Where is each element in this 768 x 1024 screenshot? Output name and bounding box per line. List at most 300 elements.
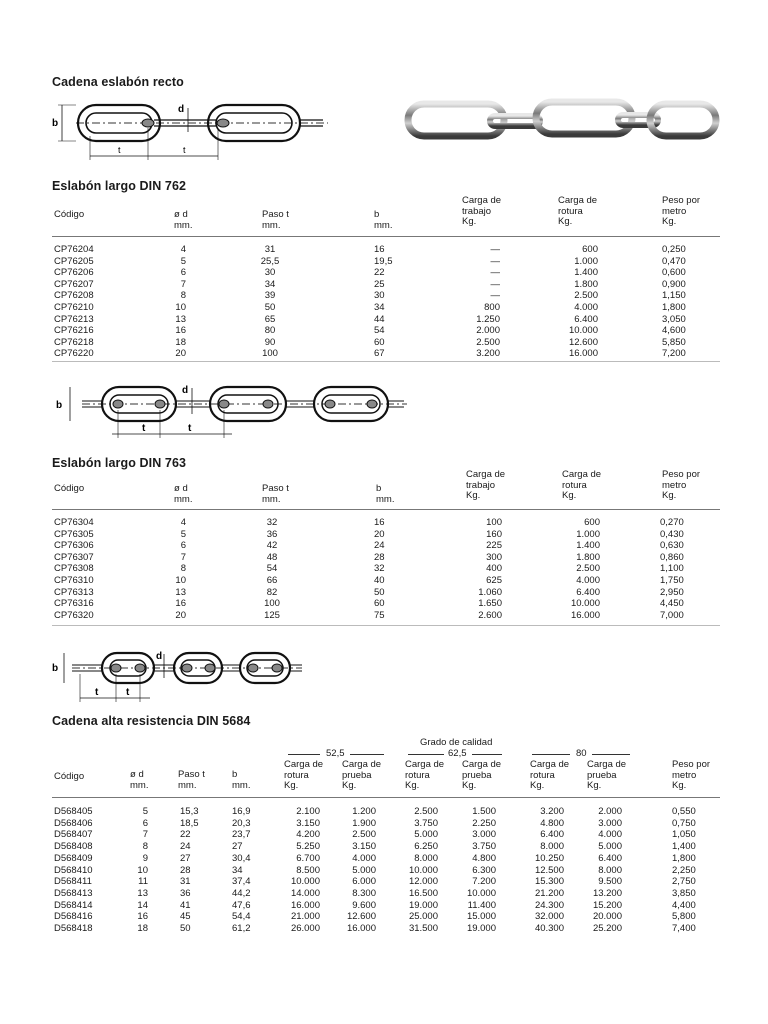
cell-carga-trabajo: 2.500 bbox=[476, 336, 500, 348]
cell-carga-rotura-62: 16.500 bbox=[408, 887, 438, 899]
chain-photo bbox=[402, 96, 722, 146]
cell-b: 34 bbox=[232, 864, 243, 876]
cell-carga-prueba-62: 1.500 bbox=[472, 806, 496, 817]
table-row bbox=[52, 279, 724, 291]
dim-b-label: b bbox=[52, 663, 59, 674]
cell-peso: 1,050 bbox=[672, 829, 696, 841]
cell-carga-prueba-52: 1.200 bbox=[352, 806, 376, 817]
cell-carga-prueba-52: 1.900 bbox=[352, 817, 376, 829]
cell-peso: 0,750 bbox=[672, 817, 696, 829]
cell-b: 22 bbox=[374, 267, 385, 279]
header-peso: Peso por metro Kg. bbox=[662, 195, 701, 227]
table-row bbox=[52, 865, 724, 877]
cell-carga-rotura-52: 6.700 bbox=[296, 852, 320, 864]
cell-carga-trabajo: 3.200 bbox=[476, 348, 500, 360]
header-carga-prueba-52: Carga de prueba Kg. bbox=[342, 759, 382, 791]
cell-b: 60 bbox=[374, 336, 385, 348]
cell-codigo: D568407 bbox=[54, 829, 93, 841]
cell-carga-rotura: 1.000 bbox=[574, 255, 598, 267]
cell-carga-trabajo: 160 bbox=[486, 528, 502, 540]
cell-codigo: D568409 bbox=[54, 852, 93, 864]
cell-carga-rotura-62: 19.000 bbox=[408, 899, 438, 911]
cell-peso: 3,050 bbox=[662, 313, 686, 325]
cell-b: 47,6 bbox=[232, 899, 251, 911]
table-row bbox=[52, 923, 724, 935]
cell-carga-trabajo: 2.600 bbox=[478, 609, 502, 621]
cell-codigo: CP76220 bbox=[54, 348, 94, 360]
header-codigo: Código bbox=[54, 483, 85, 494]
cell-carga-trabajo: 1.650 bbox=[478, 598, 502, 610]
cell-carga-rotura: 6.400 bbox=[576, 586, 600, 598]
cell-diametro: 18 bbox=[175, 336, 186, 348]
cell-carga-prueba-62: 4.800 bbox=[472, 852, 496, 864]
cell-paso: 100 bbox=[262, 348, 278, 360]
cell-carga-rotura-80: 21.200 bbox=[534, 887, 564, 899]
cell-carga-rotura-62: 8.000 bbox=[414, 852, 438, 864]
grade-rule-left bbox=[532, 754, 570, 755]
cell-carga-prueba-62: 11.400 bbox=[467, 899, 496, 911]
cell-codigo: CP76207 bbox=[54, 278, 94, 290]
cell-carga-rotura-80: 10.250 bbox=[534, 852, 564, 864]
cell-carga-rotura-52: 14.000 bbox=[290, 887, 320, 899]
cell-carga-rotura-80: 12.500 bbox=[534, 864, 564, 876]
cell-carga-rotura: 600 bbox=[582, 244, 598, 255]
cell-carga-prueba-52: 8.300 bbox=[352, 887, 376, 899]
cell-carga-rotura-80: 15.300 bbox=[534, 876, 564, 888]
group-title-grado: Grado de calidad bbox=[420, 737, 493, 748]
table-row bbox=[52, 598, 724, 610]
cell-carga-rotura-80: 8.000 bbox=[540, 841, 564, 853]
header-carga-rotura: Carga de rotura Kg. bbox=[562, 469, 602, 501]
table-row bbox=[52, 325, 724, 337]
cell-carga-rotura: 1.000 bbox=[576, 528, 600, 540]
cell-paso: 24 bbox=[180, 841, 191, 853]
cell-peso: 2,250 bbox=[672, 864, 696, 876]
header-diametro: ø d mm. bbox=[174, 209, 193, 231]
cell-diametro: 10 bbox=[137, 864, 148, 876]
cell-diametro: 4 bbox=[180, 244, 186, 255]
cell-codigo: CP76308 bbox=[54, 563, 94, 575]
dim-t1-label: t bbox=[142, 423, 146, 434]
cell-carga-trabajo: 300 bbox=[486, 551, 502, 563]
table-row bbox=[52, 563, 724, 575]
cell-codigo: D568408 bbox=[54, 841, 93, 853]
cell-b: 19,5 bbox=[374, 255, 393, 267]
header-paso: Paso t mm. bbox=[262, 483, 289, 505]
cell-b: 16,9 bbox=[232, 806, 251, 817]
dim-b-label: b bbox=[56, 400, 63, 411]
cell-peso: 5,850 bbox=[662, 336, 686, 348]
cell-carga-rotura: 16.000 bbox=[568, 348, 598, 360]
cell-diametro: 20 bbox=[175, 609, 186, 621]
cell-codigo: CP76313 bbox=[54, 586, 94, 598]
dim-t1-label: t bbox=[118, 145, 121, 155]
table-din5684 bbox=[52, 806, 724, 936]
cell-peso: 1,750 bbox=[660, 575, 684, 586]
table-row bbox=[52, 841, 724, 853]
cell-codigo: CP76206 bbox=[54, 267, 94, 279]
cell-carga-rotura-52: 5.250 bbox=[296, 841, 320, 853]
cell-carga-prueba-62: 2.250 bbox=[472, 817, 496, 829]
grade-62-5: 62,5 bbox=[448, 748, 467, 759]
cell-carga-rotura: 10.000 bbox=[568, 325, 598, 337]
cell-paso: 125 bbox=[264, 609, 280, 621]
dim-d-label: d bbox=[178, 104, 185, 115]
cell-carga-rotura-52: 3.150 bbox=[296, 817, 320, 829]
cell-peso: 0,600 bbox=[662, 267, 686, 279]
cell-b: 40 bbox=[374, 575, 385, 586]
cell-carga-prueba-52: 4.000 bbox=[352, 852, 376, 864]
cell-b: 28 bbox=[374, 551, 385, 563]
table-row bbox=[52, 853, 724, 865]
cell-b: 24 bbox=[374, 540, 385, 552]
cell-diametro: 5 bbox=[142, 806, 148, 817]
cell-paso: 30 bbox=[264, 267, 276, 279]
header-rule-din762 bbox=[52, 236, 720, 237]
cell-b: 25 bbox=[374, 278, 385, 290]
dim-d-label: d bbox=[156, 651, 163, 662]
cell-codigo: D568418 bbox=[54, 923, 93, 934]
cell-paso: 45 bbox=[180, 911, 191, 923]
cell-carga-rotura: 1.800 bbox=[576, 551, 600, 563]
table-row bbox=[52, 575, 724, 587]
cell-paso: 39 bbox=[264, 290, 276, 302]
table-row bbox=[52, 302, 724, 314]
cell-carga-rotura-62: 5.000 bbox=[414, 829, 438, 841]
cell-paso: 54 bbox=[266, 563, 278, 575]
cell-carga-rotura: 16.000 bbox=[570, 609, 600, 621]
cell-diametro: 7 bbox=[142, 829, 148, 841]
cell-carga-rotura-52: 21.000 bbox=[290, 911, 320, 923]
cell-codigo: CP76305 bbox=[54, 528, 94, 540]
cell-diametro: 13 bbox=[175, 586, 186, 598]
cell-paso: 27 bbox=[180, 852, 191, 864]
cell-carga-prueba-62: 15.000 bbox=[466, 911, 496, 923]
header-carga-rotura-52: Carga de rotura Kg. bbox=[284, 759, 324, 791]
cell-paso: 41 bbox=[180, 899, 191, 911]
cell-diametro: 13 bbox=[175, 313, 186, 325]
cell-codigo: CP76306 bbox=[54, 540, 94, 552]
cell-carga-prueba-52: 3.150 bbox=[352, 841, 376, 853]
cell-diametro: 13 bbox=[137, 887, 148, 899]
cell-diametro: 14 bbox=[137, 899, 148, 911]
footer-rule-din762 bbox=[52, 361, 720, 362]
cell-b: 50 bbox=[374, 586, 385, 598]
cell-carga-prueba-80: 2.000 bbox=[598, 806, 622, 817]
cell-codigo: CP76307 bbox=[54, 551, 94, 563]
table-row bbox=[52, 610, 724, 622]
cell-codigo: D568406 bbox=[54, 817, 93, 829]
cell-peso: 2,750 bbox=[672, 876, 696, 888]
grade-52-5: 52,5 bbox=[326, 748, 345, 759]
cell-b: 32 bbox=[374, 563, 385, 575]
cell-codigo: D568413 bbox=[54, 887, 93, 899]
cell-diametro: 7 bbox=[180, 278, 186, 290]
table-header-din5684 bbox=[52, 760, 724, 798]
cell-peso: 7,400 bbox=[672, 923, 696, 934]
cell-carga-prueba-52: 9.600 bbox=[352, 899, 376, 911]
cell-carga-trabajo: 400 bbox=[486, 563, 502, 575]
chain-diagram-din763 bbox=[50, 648, 310, 704]
table-row bbox=[52, 806, 724, 818]
header-codigo: Código bbox=[54, 771, 85, 782]
cell-peso: 1,100 bbox=[660, 563, 684, 575]
cell-paso: 22 bbox=[180, 829, 191, 841]
cell-carga-prueba-80: 13.200 bbox=[592, 887, 622, 899]
table-row bbox=[52, 517, 724, 529]
chain-diagram-recto bbox=[48, 98, 338, 166]
cell-peso: 4,450 bbox=[660, 598, 684, 610]
cell-carga-trabajo: — bbox=[490, 255, 500, 267]
header-paso: Paso t mm. bbox=[262, 209, 289, 231]
cell-carga-prueba-80: 8.000 bbox=[598, 864, 622, 876]
cell-codigo: CP76205 bbox=[54, 255, 94, 267]
cell-diametro: 10 bbox=[175, 575, 186, 586]
cell-diametro: 8 bbox=[180, 290, 186, 302]
cell-carga-rotura-52: 2.100 bbox=[296, 806, 320, 817]
cell-carga-rotura-80: 40.300 bbox=[534, 923, 564, 934]
cell-paso: 90 bbox=[264, 336, 276, 348]
table-row bbox=[52, 587, 724, 599]
cell-codigo: CP76210 bbox=[54, 302, 94, 313]
cell-peso: 7,000 bbox=[660, 609, 684, 621]
header-carga-trabajo: Carga de trabajo Kg. bbox=[466, 469, 506, 501]
cell-peso: 1,800 bbox=[662, 302, 686, 313]
table-row bbox=[52, 314, 724, 326]
cell-peso: 5,800 bbox=[672, 911, 696, 923]
grade-rule-right bbox=[350, 754, 384, 755]
cell-carga-rotura-62: 10.000 bbox=[408, 864, 438, 876]
cell-b: 60 bbox=[374, 598, 385, 610]
cell-codigo: D568416 bbox=[54, 911, 93, 923]
cell-paso: 25,5 bbox=[260, 255, 280, 267]
cell-codigo: D568411 bbox=[54, 876, 92, 888]
cell-carga-prueba-80: 15.200 bbox=[592, 899, 622, 911]
cell-carga-rotura-62: 31.500 bbox=[408, 923, 438, 934]
table-row bbox=[52, 552, 724, 564]
cell-carga-rotura: 12.600 bbox=[568, 336, 598, 348]
dim-t1-label: t bbox=[95, 687, 99, 698]
cell-carga-rotura-52: 16.000 bbox=[290, 899, 320, 911]
header-carga-trabajo: Carga de trabajo Kg. bbox=[462, 195, 502, 227]
cell-diametro: 10 bbox=[175, 302, 186, 313]
table-row bbox=[52, 818, 724, 830]
cell-carga-prueba-52: 6.000 bbox=[352, 876, 376, 888]
cell-paso: 32 bbox=[266, 517, 278, 528]
cell-carga-rotura-52: 10.000 bbox=[290, 876, 320, 888]
header-b: b mm. bbox=[374, 209, 393, 231]
cell-codigo: D568410 bbox=[54, 864, 93, 876]
cell-carga-prueba-52: 12.600 bbox=[346, 911, 376, 923]
cell-peso: 0,470 bbox=[662, 255, 686, 267]
cell-carga-trabajo: 800 bbox=[484, 302, 500, 313]
cell-carga-trabajo: 625 bbox=[486, 575, 502, 586]
cell-peso: 0,430 bbox=[660, 528, 684, 540]
cell-paso: 15,3 bbox=[180, 806, 199, 817]
cell-carga-rotura: 2.500 bbox=[576, 563, 600, 575]
grade-rule-right bbox=[592, 754, 630, 755]
cell-b: 30 bbox=[374, 290, 385, 302]
header-b: b mm. bbox=[376, 483, 395, 505]
cell-diametro: 20 bbox=[175, 348, 186, 360]
cell-codigo: D568414 bbox=[54, 899, 93, 911]
cell-b: 16 bbox=[374, 244, 385, 255]
header-peso: Peso por metro Kg. bbox=[662, 469, 701, 501]
cell-b: 54 bbox=[374, 325, 385, 337]
cell-carga-prueba-80: 9.500 bbox=[598, 876, 622, 888]
cell-diametro: 11 bbox=[138, 876, 148, 888]
cell-codigo: CP76316 bbox=[54, 598, 94, 610]
table-row bbox=[52, 900, 724, 912]
cell-carga-rotura: 600 bbox=[584, 517, 600, 528]
table-row bbox=[52, 290, 724, 302]
cell-carga-rotura: 1.400 bbox=[574, 267, 598, 279]
cell-peso: 4,400 bbox=[672, 899, 696, 911]
cell-diametro: 4 bbox=[180, 517, 186, 528]
cell-codigo: CP76304 bbox=[54, 517, 94, 528]
dim-t2-label: t bbox=[126, 687, 130, 698]
cell-peso: 2,950 bbox=[660, 586, 684, 598]
cell-diametro: 5 bbox=[180, 255, 186, 267]
table-row bbox=[52, 829, 724, 841]
cell-b: 20,3 bbox=[232, 817, 251, 829]
table-header-din763 bbox=[52, 470, 724, 510]
header-codigo: Código bbox=[54, 209, 85, 220]
cell-paso: 80 bbox=[264, 325, 276, 337]
cell-carga-rotura-80: 24.300 bbox=[534, 899, 564, 911]
cell-codigo: D568405 bbox=[54, 806, 93, 817]
cell-diametro: 9 bbox=[142, 852, 148, 864]
cell-codigo: CP76204 bbox=[54, 244, 94, 255]
cell-paso: 50 bbox=[264, 302, 276, 313]
cell-codigo: CP76208 bbox=[54, 290, 94, 302]
header-paso: Paso t mm. bbox=[178, 769, 205, 791]
table-row bbox=[52, 256, 724, 268]
cell-b: 34 bbox=[374, 302, 385, 313]
cell-codigo: CP76216 bbox=[54, 325, 94, 337]
cell-carga-rotura: 6.400 bbox=[574, 313, 598, 325]
table-row bbox=[52, 888, 724, 900]
cell-paso: 34 bbox=[264, 278, 276, 290]
grade-rule-left bbox=[408, 754, 444, 755]
header-rule-din763 bbox=[52, 509, 720, 510]
cell-diametro: 6 bbox=[180, 267, 186, 279]
cell-paso: 50 bbox=[180, 923, 191, 934]
cell-peso: 3,850 bbox=[672, 887, 696, 899]
cell-carga-prueba-80: 6.400 bbox=[598, 852, 622, 864]
grade-rule-right bbox=[472, 754, 502, 755]
cell-b: 23,7 bbox=[232, 829, 251, 841]
cell-diametro: 18 bbox=[137, 923, 148, 934]
cell-carga-rotura-62: 12.000 bbox=[408, 876, 438, 888]
cell-carga-rotura: 2.500 bbox=[574, 290, 598, 302]
cell-carga-trabajo: 2.000 bbox=[476, 325, 500, 337]
table-din762 bbox=[52, 244, 724, 362]
cell-diametro: 8 bbox=[180, 563, 186, 575]
cell-diametro: 8 bbox=[142, 841, 148, 853]
cell-carga-trabajo: 1.250 bbox=[476, 313, 500, 325]
header-carga-rotura: Carga de rotura Kg. bbox=[558, 195, 598, 227]
cell-carga-rotura-52: 4.200 bbox=[296, 829, 320, 841]
cell-paso: 28 bbox=[180, 864, 191, 876]
header-rule-din5684 bbox=[52, 797, 720, 798]
cell-b: 67 bbox=[374, 348, 385, 360]
footer-rule-din763 bbox=[52, 625, 720, 626]
section-title-din5684: Cadena alta resistencia DIN 5684 bbox=[52, 714, 251, 728]
cell-codigo: CP76213 bbox=[54, 313, 94, 325]
cell-carga-rotura-80: 4.800 bbox=[540, 817, 564, 829]
cell-carga-rotura-62: 25.000 bbox=[408, 911, 438, 923]
cell-paso: 82 bbox=[266, 586, 278, 598]
section-title-din762: Eslabón largo DIN 762 bbox=[52, 179, 187, 193]
cell-codigo: CP76310 bbox=[54, 575, 94, 586]
table-din763 bbox=[52, 517, 724, 623]
cell-carga-rotura-62: 3.750 bbox=[414, 817, 438, 829]
cell-carga-prueba-80: 4.000 bbox=[598, 829, 622, 841]
cell-b: 54,4 bbox=[232, 911, 251, 923]
cell-carga-trabajo: — bbox=[490, 278, 500, 290]
cell-codigo: CP76320 bbox=[54, 609, 94, 621]
chain-diagram-din762 bbox=[52, 384, 412, 440]
cell-carga-prueba-62: 3.000 bbox=[472, 829, 496, 841]
cell-paso: 42 bbox=[266, 540, 278, 552]
cell-b: 30,4 bbox=[232, 852, 251, 864]
cell-paso: 100 bbox=[264, 598, 280, 610]
dim-d-label: d bbox=[182, 385, 189, 396]
cell-peso: 7,200 bbox=[662, 348, 686, 360]
table-row bbox=[52, 540, 724, 552]
header-b: b mm. bbox=[232, 769, 251, 791]
grade-80: 80 bbox=[576, 748, 587, 759]
header-carga-prueba-80: Carga de prueba Kg. bbox=[587, 759, 627, 791]
cell-carga-rotura-80: 32.000 bbox=[534, 911, 564, 923]
table-row bbox=[52, 337, 724, 349]
cell-b: 75 bbox=[374, 609, 385, 621]
section-title-recto: Cadena eslabón recto bbox=[52, 75, 184, 89]
cell-peso: 4,600 bbox=[662, 325, 686, 337]
cell-carga-rotura: 10.000 bbox=[570, 598, 600, 610]
table-row bbox=[52, 348, 724, 360]
cell-carga-prueba-62: 6.300 bbox=[472, 864, 496, 876]
cell-carga-rotura-52: 8.500 bbox=[296, 864, 320, 876]
cell-carga-rotura-62: 6.250 bbox=[414, 841, 438, 853]
header-carga-rotura-62: Carga de rotura Kg. bbox=[405, 759, 445, 791]
cell-peso: 0,250 bbox=[662, 244, 686, 255]
cell-diametro: 6 bbox=[180, 540, 186, 552]
cell-peso: 0,270 bbox=[660, 517, 684, 528]
cell-codigo: CP76218 bbox=[54, 336, 94, 348]
cell-diametro: 7 bbox=[180, 551, 186, 563]
cell-carga-trabajo: — bbox=[490, 290, 500, 302]
dim-t2-label: t bbox=[183, 145, 186, 155]
cell-b: 27 bbox=[232, 841, 243, 853]
cell-carga-prueba-80: 5.000 bbox=[598, 841, 622, 853]
cell-carga-rotura: 4.000 bbox=[576, 575, 600, 586]
cell-peso: 1,400 bbox=[672, 841, 696, 853]
cell-paso: 36 bbox=[266, 528, 278, 540]
cell-carga-prueba-52: 2.500 bbox=[352, 829, 376, 841]
cell-b: 44 bbox=[374, 313, 385, 325]
cell-carga-rotura: 1.400 bbox=[576, 540, 600, 552]
cell-carga-trabajo: — bbox=[490, 267, 500, 279]
dim-t2-label: t bbox=[188, 423, 192, 434]
cell-carga-rotura-52: 26.000 bbox=[290, 923, 320, 934]
table-row bbox=[52, 529, 724, 541]
cell-carga-rotura: 4.000 bbox=[574, 302, 598, 313]
cell-carga-rotura-80: 3.200 bbox=[540, 806, 564, 817]
section-title-din763: Eslabón largo DIN 763 bbox=[52, 456, 187, 470]
cell-carga-trabajo: 100 bbox=[486, 517, 502, 528]
